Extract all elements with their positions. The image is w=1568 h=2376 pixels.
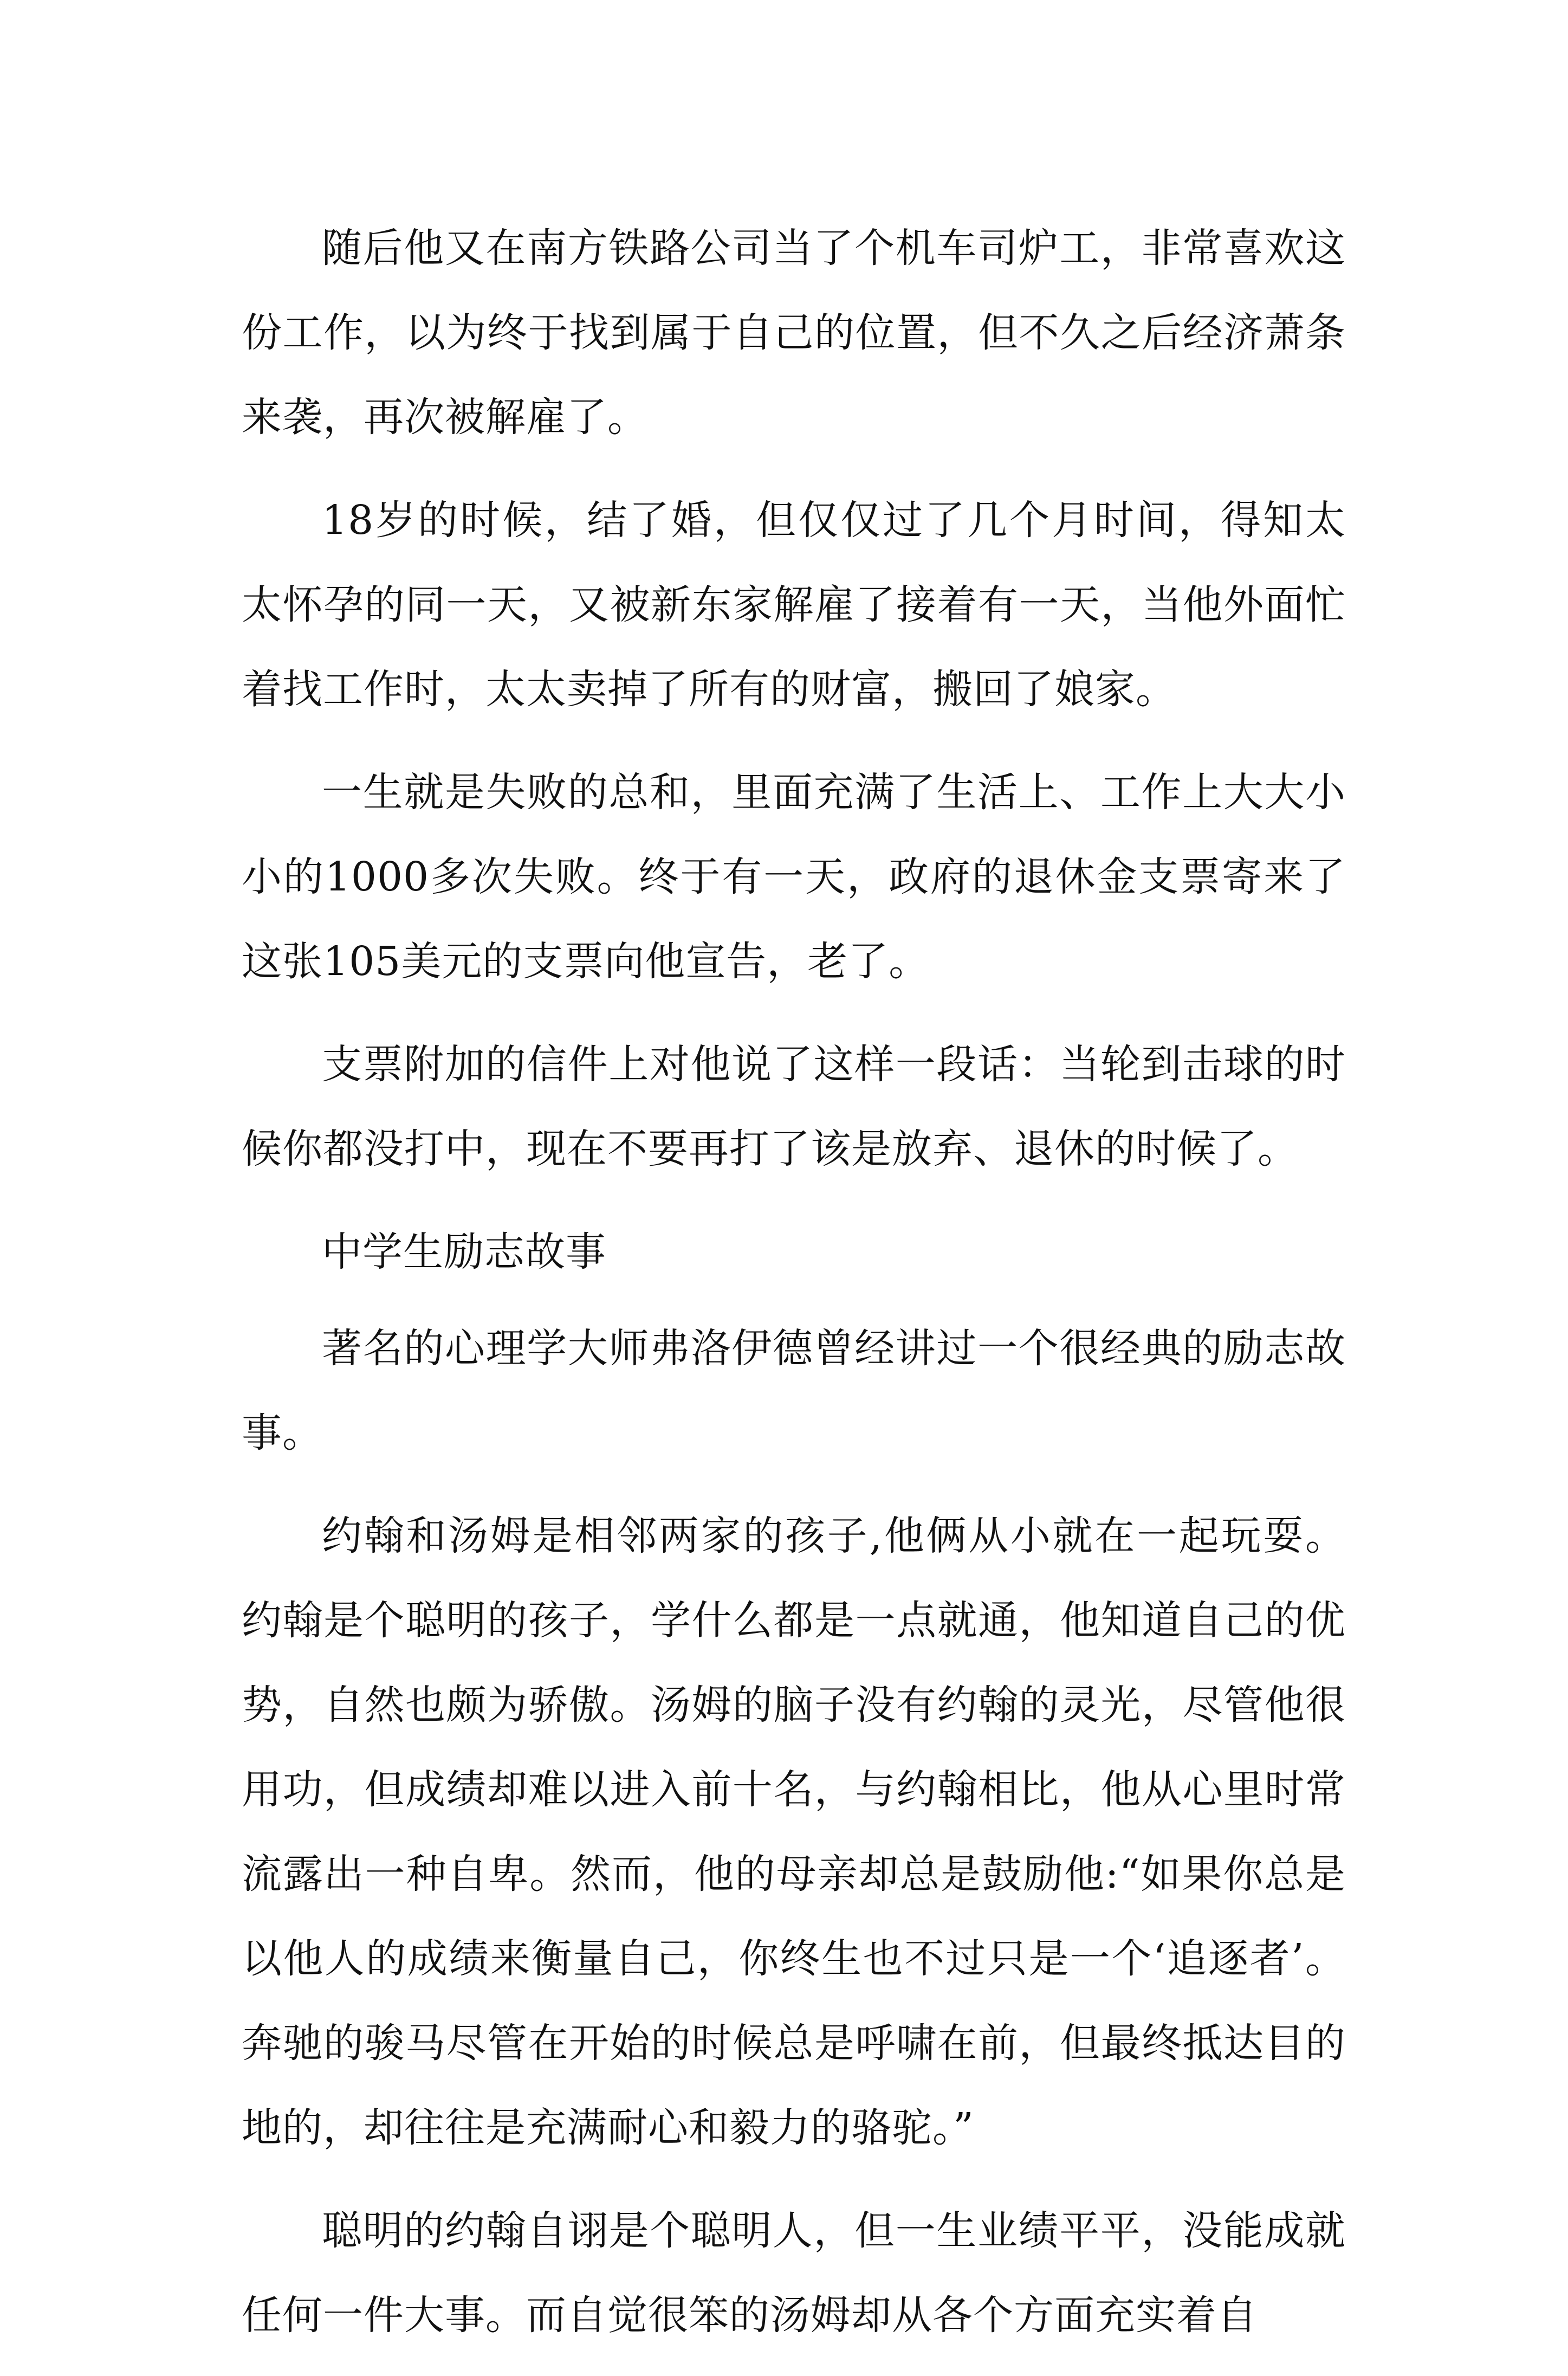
- paragraph-letter: 支票附加的信件上对他说了这样一段话：当轮到击球的时候你都没打中，现在不要再打了该是放弃、退休的时候了。: [242, 1041, 1346, 1172]
- paragraph-failures: 一生就是失败的总和，里面充满了生活上、工作上大大小小的1000多次失败。终于有一天，政府的退休金支票寄来了这张105美元的支票向他宣告，老了。: [242, 769, 1346, 985]
- paragraph-freud-intro: 著名的心理学大师弗洛伊德曾经讲过一个很经典的励志故事。: [242, 1325, 1346, 1456]
- paragraph-marriage: 18岁的时候，结了婚，但仅仅过了几个月时间，得知太太怀孕的同一天，又被新东家解雇了接着有一天，当他外面忙着找工作时，太太卖掉了所有的财富，搬回了娘家。: [242, 497, 1346, 713]
- paragraph-outcome: 聪明的约翰自诩是个聪明人，但一生业绩平平，没能成就任何一件大事。而自觉很笨的汤姆却从各个方面充实着自: [242, 2207, 1346, 2339]
- paragraph-john-tom: 约翰和汤姆是相邻两家的孩子,他俩从小就在一起玩耍。约翰是个聪明的孩子，学什么都是一点就通，他知道自己的优势，自然也颇为骄傲。汤姆的脑子没有约翰的灵光，尽管他很用功，但成绩却难以进入前十名，与约翰相比，他从心里时常流露出一种自卑。然而，他的母亲却总是鼓励他:“如果你总是以他人的成绩来衡量自己，你终生也不过只是一个‘追逐者’。奔驰的骏马尽管在开始的时候总是呼啸在前，但最终抵达目的地的，却往往是充满耐心和毅力的骆驼。”: [242, 1513, 1346, 2151]
- document-body: [242, 206, 1346, 2376]
- section-heading: 中学生励志故事: [322, 1229, 606, 1275]
- paragraph-railway-job: 随后他又在南方铁路公司当了个机车司炉工，非常喜欢这份工作，以为终于找到属于自己的位置，但不久之后经济萧条来袭，再次被解雇了。: [242, 225, 1346, 441]
